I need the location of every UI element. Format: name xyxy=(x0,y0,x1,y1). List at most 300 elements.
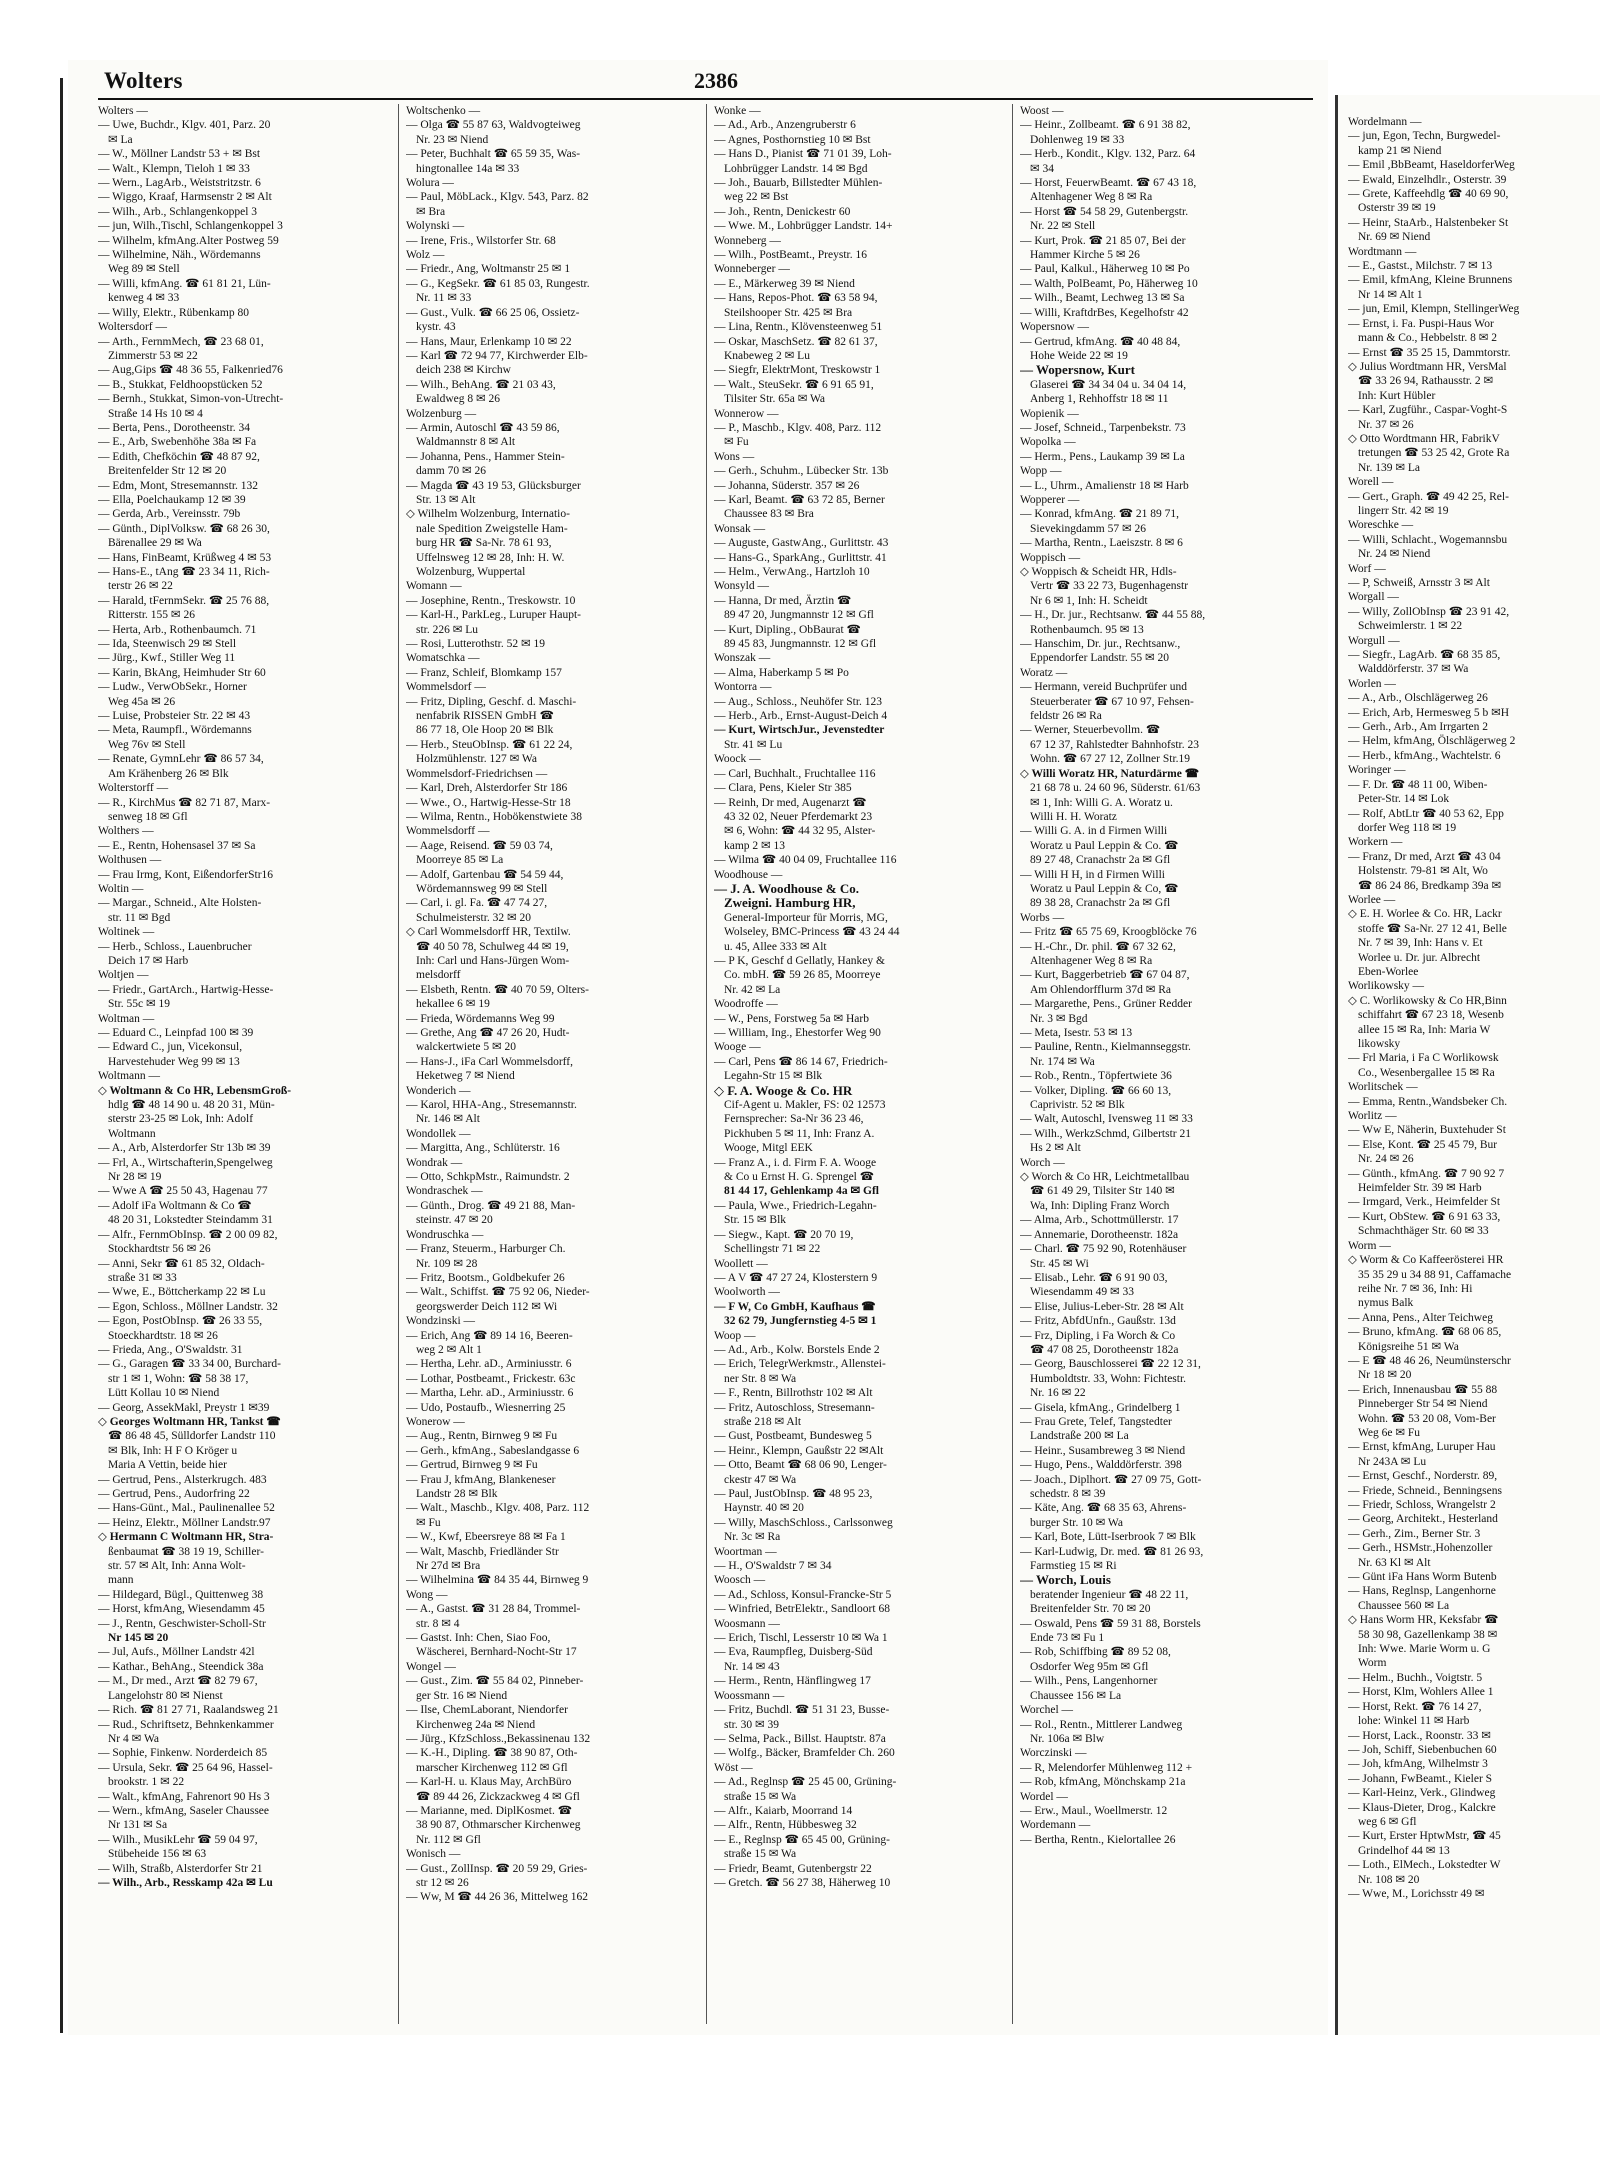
directory-entry: ◇ Woltmann & Co HR, LebensmGroß- xyxy=(98,1084,292,1097)
entry-continuation: Am Ohlendorfflurm 37d ✉ Ra xyxy=(1030,983,1172,996)
entry-continuation: Vertr ☎ 33 22 73, Bugenhagenstr xyxy=(1030,580,1189,593)
directory-entry: — Georg, Architekt., Hesterland xyxy=(1348,1513,1498,1526)
directory-entry: — Gust., Zim. ☎ 55 84 02, Pinneber- xyxy=(406,1675,584,1688)
directory-entry: — Helm., Buchh., Voigtstr. 5 xyxy=(1348,1671,1483,1684)
directory-entry: — Wwe. M., Lohbrügger Landstr. 14+ xyxy=(714,220,893,233)
directory-entry: — A., Gastst. ☎ 31 28 84, Trommel- xyxy=(406,1603,581,1616)
entry-continuation: Tilsiter Str. 65a ✉ Wa xyxy=(724,393,826,406)
entry-continuation: 89 47 20, Jungmannstr 12 ✉ Gfl xyxy=(724,609,874,622)
directory-entry: Worlikowsky — xyxy=(1348,980,1425,993)
entry-continuation: Nr 18 ✉ 20 xyxy=(1358,1369,1412,1382)
directory-entry: — Herm., Rentn, Hänflingweg 17 xyxy=(714,1675,871,1688)
directory-entry: Woosmann — xyxy=(714,1617,780,1630)
directory-entry: — Alfr., Kaiarb, Moorrand 14 xyxy=(714,1804,853,1817)
entry-continuation: 48 20 31, Lokstedter Steindamm 31 xyxy=(108,1214,273,1227)
entry-continuation: & Co u Ernst H. G. Sprengel ☎ xyxy=(724,1171,875,1184)
directory-entry: Woratz — xyxy=(1020,666,1068,679)
entry-continuation: Glaserei ☎ 34 34 04 u. 34 04 14, xyxy=(1030,378,1187,391)
directory-entry: Wonneberger — xyxy=(714,263,790,276)
directory-entry: Wordtmann — xyxy=(1348,245,1417,258)
directory-entry: — Agnes, Posthornstieg 10 ✉ Bst xyxy=(714,133,871,146)
entry-continuation: Am Krähenberg 26 ✉ Blk xyxy=(108,767,229,780)
directory-entry: — Erich, Tischl, Lesserstr 10 ✉ Wa 1 xyxy=(714,1632,888,1645)
entry-continuation: tretungen ☎ 53 25 42, Grote Ra xyxy=(1358,447,1510,460)
directory-entry: — Walt., Schiffst. ☎ 75 92 06, Nieder- xyxy=(406,1286,590,1299)
directory-entry: Woosch — xyxy=(714,1574,766,1587)
entry-continuation: ☎ 86 24 86, Bredkamp 39a ✉ xyxy=(1358,879,1502,892)
directory-entry: — Heinr., Klempn, Gaußstr 22 ✉Alt xyxy=(714,1444,884,1457)
directory-entry: — Frl, A., Wirtschafterin,Spengelweg xyxy=(98,1156,273,1169)
entry-continuation: georgswerder Deich 112 ✉ Wi xyxy=(416,1300,558,1313)
entry-continuation: kamp 2 ✉ 13 xyxy=(724,839,786,852)
directory-entry: — Gerh., HSMstr.,Hohenzoller xyxy=(1348,1542,1493,1555)
directory-entry: — Paul, Kalkul., Häherweg 10 ✉ Po xyxy=(1020,263,1190,276)
directory-entry: — Ww, M ☎ 44 26 36, Mittelweg 162 xyxy=(406,1891,589,1904)
entry-continuation: Wohn. ☎ 67 27 12, Zollner Str.19 xyxy=(1030,753,1191,766)
entry-continuation: Co., Wesenbergallee 15 ✉ Ra xyxy=(1358,1066,1495,1079)
entry-continuation: Nr. 139 ✉ La xyxy=(1358,461,1421,474)
entry-continuation: Königsreihe 51 ✉ Wa xyxy=(1358,1340,1459,1353)
entry-continuation: ☎ 47 08 25, Dorotheenstr 182a xyxy=(1030,1343,1179,1356)
entry-continuation: 89 38 28, Cranachstr 2a ✉ Gfl xyxy=(1030,897,1171,910)
directory-entry: — Alma, Haberkamp 5 ✉ Po xyxy=(714,666,849,679)
directory-entry: — Wilh., WerkzSchmd, Gilbertstr 21 xyxy=(1020,1127,1191,1140)
entry-continuation: Heketweg 7 ✉ Niend xyxy=(416,1070,515,1083)
directory-entry: — E., Rentn, Hohensasel 37 ✉ Sa xyxy=(98,839,256,852)
directory-entry: Woppisch — xyxy=(1020,551,1081,564)
directory-entry: — Charl. ☎ 75 92 90, Rotenhäuser xyxy=(1020,1243,1187,1256)
directory-entry: — Erich, Ang ☎ 89 14 16, Beeren- xyxy=(406,1329,573,1342)
directory-entry: — Bernh., Stukkat, Simon-von-Utrecht- xyxy=(98,393,284,406)
entry-continuation: Wolseley, BMC-Princess ☎ 43 24 44 xyxy=(724,926,900,939)
entry-continuation: allee 15 ✉ Ra, Inh: Maria W xyxy=(1358,1023,1491,1036)
directory-entry: — Johann, FwBeamt., Kieler S xyxy=(1348,1772,1493,1785)
directory-entry: — Gust., ZollInsp. ☎ 20 59 29, Gries- xyxy=(406,1862,588,1875)
entry-continuation: Wördemannsweg 99 ✉ Stell xyxy=(416,882,548,895)
directory-entry: Worchel — xyxy=(1020,1704,1074,1717)
directory-entry: — Olga ☎ 55 87 63, Waldvogteiweg xyxy=(406,119,581,132)
directory-entry: — Herb., kfmAng., Wachtelstr. 6 xyxy=(1348,749,1501,762)
directory-entry: — Walt., Klempn, Tieloh 1 ✉ 33 xyxy=(98,162,250,175)
directory-entry: — Erw., Maul., Woellmerstr. 12 xyxy=(1020,1804,1168,1817)
directory-entry: — Wwe, E., Böttcherkamp 22 ✉ Lu xyxy=(98,1286,266,1299)
entry-continuation: u. 45, Allee 333 ✉ Alt xyxy=(724,940,827,953)
entry-continuation: Nr. 37 ✉ 26 xyxy=(1358,418,1414,431)
directory-entry: — Gerda, Arb., Vereinsstr. 79b xyxy=(98,508,241,521)
entry-continuation: Worm xyxy=(1358,1657,1387,1670)
directory-entry: — Frau Irmg, Kont, EißendorferStr16 xyxy=(98,868,274,881)
entry-continuation: kystr. 43 xyxy=(416,321,456,334)
directory-entry: — M., Dr med., Arzt ☎ 82 79 67, xyxy=(98,1675,258,1688)
entry-continuation: brookstr. 1 ✉ 22 xyxy=(108,1776,185,1789)
directory-entry: — Lina, Rentn., Klövensteenweg 51 xyxy=(714,321,883,334)
directory-entry: Wooge — xyxy=(714,1041,761,1054)
directory-entry: — H., Dr. jur., Rechtsanw. ☎ 44 55 88, xyxy=(1020,609,1206,622)
directory-entry: Woltersdorf — xyxy=(98,321,168,334)
directory-entry: — Anni, Sekr ☎ 61 85 32, Oldach- xyxy=(98,1257,265,1270)
directory-entry: — Ewald, Einzelhdlr., Osterstr. 39 xyxy=(1348,173,1507,186)
entry-continuation: sterstr 23-25 ✉ Lok, Inh: Adolf xyxy=(108,1113,254,1126)
directory-entry: — Friedr, Beamt, Gutenbergstr 22 xyxy=(714,1862,872,1875)
entry-continuation: mann xyxy=(108,1574,134,1587)
directory-entry: Woodroffe — xyxy=(714,998,778,1011)
directory-entry: — Kurt, Baggerbetrieb ☎ 67 04 87, xyxy=(1020,969,1190,982)
directory-entry: — Jürg., Kwf., Stiller Weg 11 xyxy=(98,652,236,665)
entry-continuation: 21 68 78 u. 24 60 96, Süderstr. 61/63 xyxy=(1030,782,1201,795)
column-divider xyxy=(1012,104,1013,2024)
entry-continuation: Nr 27d ✉ Bra xyxy=(416,1560,481,1573)
entry-continuation: 43 32 02, Neuer Pferdemarkt 23 xyxy=(724,810,873,823)
directory-entry: Womatschka — xyxy=(406,652,480,665)
entry-continuation: str. 57 ✉ Alt, Inh: Anna Wolt- xyxy=(108,1560,246,1573)
entry-continuation: Schulmeisterstr. 32 ✉ 20 xyxy=(416,911,532,924)
entry-continuation: Nr. 63 Kl ✉ Alt xyxy=(1358,1556,1431,1569)
directory-entry: Wordemann — xyxy=(1020,1819,1091,1832)
entry-continuation: 38 90 87, Othmarscher Kirchenweg xyxy=(416,1819,581,1832)
directory-entry: — Erich, Innenausbau ☎ 55 88 xyxy=(1348,1383,1498,1396)
directory-entry: — Paul, JustObInsp. ☎ 48 95 23, xyxy=(714,1488,873,1500)
directory-entry: Wommelsdorf — xyxy=(406,681,486,694)
directory-entry: — H.-Chr., Dr. phil. ☎ 67 32 62, xyxy=(1020,940,1176,953)
entry-continuation: str 12 ✉ 26 xyxy=(416,1876,469,1889)
directory-entry: — Egon, PostObInsp. ☎ 26 33 55, xyxy=(98,1315,263,1328)
directory-entry: — Hans-J., iFa Carl Wommelsdorff, xyxy=(406,1055,573,1068)
directory-entry: — Walt., kfmAng, Fahrenort 90 Hs 3 xyxy=(98,1790,270,1803)
directory-entry: Wonisch — xyxy=(406,1848,461,1861)
directory-entry: Wondzinski — xyxy=(406,1315,476,1328)
entry-continuation: schedstr. 8 ✉ 39 xyxy=(1030,1488,1106,1500)
entry-continuation: Str. 41 ✉ Lu xyxy=(724,738,783,751)
entry-continuation: steinstr. 47 ✉ 20 xyxy=(416,1214,493,1227)
entry-continuation: Osterstr 39 ✉ 19 xyxy=(1358,202,1436,215)
directory-entry: ◇ Worm & Co Kaffeerösterei HR xyxy=(1348,1254,1504,1267)
directory-entry: — Luise, Probsteier Str. 22 ✉ 43 xyxy=(98,710,251,723)
entry-continuation: Legahn-Str 15 ✉ Blk xyxy=(724,1070,823,1083)
column-4 xyxy=(1020,104,1313,2024)
entry-continuation: Maria A Vettin, beide hier xyxy=(108,1459,227,1472)
directory-entry: — Aug., Rentn, Birnweg 9 ✉ Fu xyxy=(406,1430,558,1443)
directory-entry: Wopolka — xyxy=(1020,436,1076,449)
directory-entry: — Gerh., Schuhm., Lübecker Str. 13b xyxy=(714,465,889,478)
directory-entry: — Siegfr., LagArb. ☎ 68 35 85, xyxy=(1348,649,1501,662)
entry-continuation: ger Str. 16 ✉ Niend xyxy=(416,1689,508,1702)
directory-entry: — E., Arb, Swebenhöhe 38a ✉ Fa xyxy=(98,436,257,449)
directory-columns xyxy=(98,104,1313,2024)
directory-entry: — Horst, kfmAng, Wiesendamm 45 xyxy=(98,1603,265,1616)
directory-entry: — Käte, Ang. ☎ 68 35 63, Ahrens- xyxy=(1020,1502,1187,1515)
directory-entry: — Frieda, Ang., O'Swaldstr. 31 xyxy=(98,1343,243,1356)
directory-entry: Wondruschka — xyxy=(406,1228,484,1241)
directory-entry: Wonderich — xyxy=(406,1084,471,1097)
entry-continuation: Pickhuben 5 ✉ 11, Inh: Franz A. xyxy=(724,1127,875,1140)
directory-entry: — G., Garagen ☎ 33 34 00, Burchard- xyxy=(98,1358,281,1371)
directory-entry: — Ursula, Sekr. ☎ 25 64 96, Hassel- xyxy=(98,1761,273,1774)
directory-entry: — Wilh., Pens, Langenhorner xyxy=(1020,1675,1158,1688)
directory-entry: — E., Gastst., Milchstr. 7 ✉ 13 xyxy=(1348,260,1493,273)
entry-continuation: Nr. 3 ✉ Bgd xyxy=(1030,1012,1088,1025)
entry-continuation: Lohbrügger Landstr. 14 ✉ Bgd xyxy=(724,162,868,175)
entry-continuation: Eppendorfer Landstr. 55 ✉ 20 xyxy=(1030,652,1169,665)
directory-entry: — Rob, Schiffbing ☎ 89 52 08, xyxy=(1020,1646,1171,1659)
entry-continuation: Kirchenweg 24a ✉ Niend xyxy=(416,1718,536,1731)
directory-entry: — Heinz, Elektr., Möllner Landstr.97 xyxy=(98,1516,271,1529)
directory-entry: — Horst, Lack., Roonstr. 33 ✉ xyxy=(1348,1729,1491,1742)
directory-entry: Wonnerow — xyxy=(714,407,779,420)
directory-entry: — F., Rentn, Billrothstr 102 ✉ Alt xyxy=(714,1387,873,1400)
directory-entry: — Fritz, Autoschloss, Stresemann- xyxy=(714,1401,875,1414)
column-1 xyxy=(98,104,390,2024)
directory-entry: — Wilma, Rentn., Hobökenstwiete 38 xyxy=(406,810,582,823)
directory-entry: — Wwe, M., Lorichsstr 49 ✉ xyxy=(1348,1887,1485,1900)
entry-continuation: Landstraße 200 ✉ La xyxy=(1030,1430,1129,1443)
directory-entry: Woollett — xyxy=(714,1257,768,1270)
directory-entry: — Wilh., BehAng. ☎ 21 03 43, xyxy=(406,378,556,391)
directory-entry: — Oswald, Pens ☎ 59 31 88, Borstels xyxy=(1020,1617,1201,1630)
entry-continuation: Str. 45 ✉ Wi xyxy=(1030,1257,1089,1270)
directory-entry: — Hans-E., tAng ☎ 23 34 11, Rich- xyxy=(98,566,270,578)
directory-entry: Worgull — xyxy=(1348,634,1400,647)
directory-entry: Worlen — xyxy=(1348,677,1396,690)
entry-continuation: Schmachthäger Str. 60 ✉ 33 xyxy=(1358,1225,1489,1238)
entry-continuation: Eben-Worlee xyxy=(1358,965,1419,978)
entry-continuation: Nr. 109 ✉ 28 xyxy=(416,1257,478,1270)
directory-entry: — Wilh., PostBeamt., Preystr. 16 xyxy=(714,249,867,262)
directory-entry: — Karin, BkAng, Heimhuder Str 60 xyxy=(98,666,266,679)
directory-entry: — Konrad, kfmAng. ☎ 21 89 71, xyxy=(1020,508,1180,521)
directory-entry: — Edward C., jun, Vicekonsul, xyxy=(98,1041,243,1054)
entry-continuation: nenfabrik RISSEN GmbH ☎ xyxy=(416,710,554,723)
directory-entry: — Rol., Rentn., Mittlerer Landweg xyxy=(1020,1718,1183,1731)
directory-entry: — Walt, Autoschl, Ivensweg 11 ✉ 33 xyxy=(1020,1113,1193,1126)
directory-entry: — Udo, Postaufb., Wiesnerring 25 xyxy=(406,1401,566,1414)
entry-continuation: Caprivistr. 52 ✉ Blk xyxy=(1030,1099,1125,1112)
directory-entry: ◇ Wilhelm Wolzenburg, Internatio- xyxy=(406,508,570,521)
directory-entry: — Hertha, Lehr. aD., Arminiusstr. 6 xyxy=(406,1358,572,1371)
directory-entry: — Josephine, Rentn., Treskowstr. 10 xyxy=(406,594,576,607)
directory-entry: — Irene, Fris., Wilstorfer Str. 68 xyxy=(406,234,556,247)
entry-continuation: Straße 14 Hs 10 ✉ 4 xyxy=(108,407,203,420)
directory-entry: — F W, Co GmbH, Kaufhaus ☎ xyxy=(714,1300,876,1313)
entry-continuation: Steuerberater ☎ 67 10 97, Fehsen- xyxy=(1030,695,1194,708)
directory-entry: — Hugo, Pens., Walddörferstr. 398 xyxy=(1020,1459,1182,1472)
directory-entry: — Gerh., Arb., Am Irrgarten 2 xyxy=(1348,721,1488,734)
entry-continuation: ☎ 40 50 78, Schulweg 44 ✉ 19, xyxy=(416,940,569,953)
entry-continuation: Hs 2 ✉ Alt xyxy=(1030,1142,1081,1155)
entry-continuation: Nr. 174 ✉ Wa xyxy=(1030,1055,1095,1068)
directory-entry: Woltjen — xyxy=(98,969,149,982)
directory-entry: — Heinr., Zollbeamt. ☎ 6 91 38 82, xyxy=(1020,119,1191,132)
entry-continuation: Schweimlerstr. 1 ✉ 22 xyxy=(1358,620,1463,633)
directory-entry: — Paul, MöbLack., Klgv. 543, Parz. 82 xyxy=(406,191,589,204)
entry-continuation: Nr. 24 ✉ Niend xyxy=(1358,548,1431,561)
directory-entry: Woodhouse — xyxy=(714,868,783,881)
directory-entry: — Wolfg., Bäcker, Bramfelder Ch. 260 xyxy=(714,1747,895,1760)
directory-entry: Wopp — xyxy=(1020,465,1062,478)
directory-entry: — J. A. Woodhouse & Co. xyxy=(714,881,859,896)
directory-entry: — Fritz, AbfdUnfn., Gaußstr. 13d xyxy=(1020,1315,1176,1328)
directory-entry: — Georg, Bauschlosserei ☎ 22 12 31, xyxy=(1020,1358,1201,1371)
entry-continuation: melsdorff xyxy=(416,969,461,982)
entry-continuation: 32 62 79, Jungfernstieg 4-5 ✉ 1 xyxy=(724,1315,877,1328)
directory-entry: — Johanna, Pens., Hammer Stein- xyxy=(406,450,565,463)
entry-continuation: Cif-Agent u. Makler, FS: 02 12573 xyxy=(724,1099,886,1112)
directory-entry: — Heinr, StaArb., Halstenbeker St xyxy=(1348,216,1509,229)
entry-continuation: Weg 45a ✉ 26 xyxy=(108,695,176,708)
entry-continuation: Woltmann xyxy=(108,1127,156,1140)
directory-entry: — Joh., Bauarb, Billstedter Mühlen- xyxy=(714,177,883,190)
directory-entry: — Anna, Pens., Alter Teichweg xyxy=(1348,1311,1493,1324)
entry-continuation: stoffe ☎ Sa-Nr. 27 12 41, Belle xyxy=(1358,922,1507,935)
entry-continuation: Pinneberger Str 54 ✉ Niend xyxy=(1358,1398,1488,1411)
facing-page-column xyxy=(1348,115,1600,1901)
directory-entry: — Ernst, Geschf., Norderstr. 89, xyxy=(1348,1470,1498,1483)
directory-entry: — Kurt, WirtschJur., Jevenstedter xyxy=(714,724,885,737)
directory-entry: — Alfr., FernmObInsp. ☎ 2 00 09 82, xyxy=(98,1228,278,1241)
directory-entry: — E., Märkerweg 39 ✉ Niend xyxy=(714,277,855,290)
entry-continuation: Landstr 28 ✉ Blk xyxy=(416,1488,498,1500)
directory-entry: — Willi H H, in d Firmen Willi xyxy=(1020,868,1165,881)
directory-entry: — Fritz, Dipling, Geschf. d. Maschi- xyxy=(406,695,577,708)
entry-continuation: 89 45 83, Jungmannstr. 12 ✉ Gfl xyxy=(724,638,877,651)
entry-continuation: beratender Ingenieur ☎ 48 22 11, xyxy=(1030,1588,1189,1601)
directory-entry: Woltin — xyxy=(98,882,144,895)
directory-entry: — Bruno, kfmAng. ☎ 68 06 85, xyxy=(1348,1326,1502,1339)
entry-continuation: likowsky xyxy=(1358,1038,1401,1050)
directory-entry: — Worch, Louis xyxy=(1020,1573,1111,1588)
entry-continuation: straße 218 ✉ Alt xyxy=(724,1415,802,1428)
directory-entry: — jun, Emil, Klempn, StellingerWeg xyxy=(1348,303,1520,316)
entry-continuation: kamp 21 ✉ Niend xyxy=(1358,144,1442,157)
directory-entry: — Erich, Arb, Hermesweg 5 b ✉H xyxy=(1348,706,1510,719)
directory-entry: — Reinh, Dr med, Augenarzt ☎ xyxy=(714,796,867,809)
directory-entry: — Meta, Raumpfl., Wördemanns xyxy=(98,724,252,737)
directory-entry: — Werner, Steuerbevollm. ☎ xyxy=(1020,724,1161,737)
directory-entry: — Elisab., Lehr. ☎ 6 91 90 03, xyxy=(1020,1271,1168,1284)
directory-entry: — Margarethe, Pens., Grüner Redder xyxy=(1020,998,1192,1011)
directory-entry: — P K, Geschf d Gellatly, Hankey & xyxy=(714,954,885,967)
directory-entry: — Margitta, Ang., Schlüterstr. 16 xyxy=(406,1142,560,1155)
directory-entry: — Selma, Pack., Billst. Hauptstr. 87a xyxy=(714,1732,886,1745)
directory-entry: Woop — xyxy=(714,1329,756,1342)
entry-continuation: Deich 17 ✉ Harb xyxy=(108,954,189,967)
directory-entry: — Fritz, Buchdl. ☎ 51 31 23, Busse- xyxy=(714,1704,890,1717)
entry-continuation: Nr 131 ✉ Sa xyxy=(108,1819,168,1832)
directory-entry: Wolura — xyxy=(406,177,454,190)
directory-entry: — Gert., Graph. ☎ 49 42 25, Rel- xyxy=(1348,490,1509,503)
entry-continuation: damm 70 ✉ 26 xyxy=(416,465,487,478)
entry-continuation: Nr 243A ✉ Lu xyxy=(1358,1455,1427,1468)
directory-entry: — R., KirchMus ☎ 82 71 87, Marx- xyxy=(98,796,271,809)
entry-continuation: Nr. 108 ✉ 20 xyxy=(1358,1873,1420,1886)
directory-entry: — J., Rentn, Geschwister-Scholl-Str xyxy=(98,1617,266,1630)
directory-entry: Worczinski — xyxy=(1020,1747,1087,1760)
directory-entry: — Magda ☎ 43 19 53, Glücksburger xyxy=(406,479,581,492)
directory-entry: — Hans-Günt., Mal., Paulinenallee 52 xyxy=(98,1502,275,1515)
directory-entry: — Aug,Gips ☎ 48 36 55, Falkenried76 xyxy=(98,364,283,377)
entry-continuation: Bärenallee 29 ✉ Wa xyxy=(108,537,202,550)
directory-entry: Wolthers — xyxy=(98,825,154,838)
directory-entry: Worm — xyxy=(1348,1239,1391,1252)
directory-entry: — Wern., kfmAng, Saseler Chaussee xyxy=(98,1804,270,1817)
directory-entry: — Karl, Zugführ., Caspar-Voght-S xyxy=(1348,404,1508,417)
directory-entry: — Willy, MaschSchloss., Carlssonweg xyxy=(714,1516,893,1529)
directory-entry: — Rich. ☎ 81 27 71, Raalandsweg 21 xyxy=(98,1704,279,1717)
entry-continuation: Inh: Carl und Hans-Jürgen Wom- xyxy=(416,954,570,967)
entry-continuation: weg 22 ✉ Bst xyxy=(724,191,789,204)
directory-entry: — Karl, Bote, Lütt-Iserbrook 7 ✉ Blk xyxy=(1020,1531,1196,1544)
entry-continuation: Wohn. ☎ 53 20 08, Vom-Ber xyxy=(1358,1412,1496,1425)
entry-continuation: str. 30 ✉ 39 xyxy=(724,1718,780,1731)
directory-entry: Worch — xyxy=(1020,1156,1065,1169)
entry-continuation: terstr 26 ✉ 22 xyxy=(108,580,173,593)
directory-entry: — Karl ☎ 72 94 77, Kirchwerder Elb- xyxy=(406,349,588,362)
directory-entry: Wolters — xyxy=(98,105,148,117)
entry-continuation: Nr. 112 ✉ Gfl xyxy=(416,1833,481,1846)
directory-entry: — Frl Maria, i Fa C Worlikowsk xyxy=(1348,1052,1499,1065)
entry-continuation: Rothenbaumch. 95 ✉ 13 xyxy=(1030,623,1144,636)
directory-entry: — Willy, ZollObInsp ☎ 23 91 42, xyxy=(1348,605,1510,618)
directory-entry: Wons — xyxy=(714,450,755,463)
entry-continuation: 81 44 17, Gehlenkamp 4a ✉ Gfl xyxy=(724,1185,879,1198)
entry-continuation: Anberg 1, Rehhoffstr 18 ✉ 11 xyxy=(1030,393,1169,406)
directory-entry: — Sophie, Finkenw. Norderdeich 85 xyxy=(98,1747,268,1760)
running-head: Wolters xyxy=(104,68,183,93)
directory-entry: — Friedr., Ang, Woltmanstr 25 ✉ 1 xyxy=(406,263,571,276)
entry-continuation: lingerr Str. 42 ✉ 19 xyxy=(1358,504,1449,517)
entry-continuation: Knabeweg 2 ✉ Lu xyxy=(724,349,810,362)
directory-entry: — Carl, Buchhalt., Fruchtallee 116 xyxy=(714,767,876,780)
directory-entry: — K.-H., Dipling. ☎ 38 90 87, Oth- xyxy=(406,1747,578,1760)
directory-entry: — Frz, Dipling, i Fa Worch & Co xyxy=(1020,1329,1176,1342)
directory-entry: — A., Arb, Alsterdorfer Str 13b ✉ 39 xyxy=(98,1142,271,1155)
directory-entry: — Wwe., O., Hartwig-Hesse-Str 18 xyxy=(406,796,571,809)
directory-entry: — Helm., VerwAng., Hartzloh 10 xyxy=(714,566,870,578)
directory-entry: — Hermann, vereid Buchprüfer und xyxy=(1020,681,1188,694)
directory-entry: — Wilh., Beamt, Lechweg 13 ✉ Sa xyxy=(1020,292,1185,305)
directory-entry: — Loth., ElMech., Lokstedter W xyxy=(1348,1859,1501,1872)
directory-entry: — Ernst, i. Fa. Puspi-Haus Wor xyxy=(1348,317,1494,330)
entry-continuation: Nr. 11 ✉ 33 xyxy=(416,292,472,305)
directory-entry: — Karol, HHA-Ang., Stresemannstr. xyxy=(406,1099,577,1112)
directory-entry: — Alfr., Rentn, Hübbesweg 32 xyxy=(714,1819,857,1832)
entry-continuation: Holzmühlenstr. 127 ✉ Wa xyxy=(416,753,537,766)
entry-continuation: Chaussee 83 ✉ Bra xyxy=(724,508,814,521)
directory-entry: ◇ Hans Worm HR, Keksfabr ☎ xyxy=(1348,1614,1499,1627)
directory-entry: — Karl-Heinz, Verk., Glindweg xyxy=(1348,1787,1496,1800)
entry-continuation: Stübeheide 156 ✉ 63 xyxy=(108,1848,207,1861)
directory-entry: — Wiggo, Kraaf, Harmsenstr 2 ✉ Alt xyxy=(98,191,272,204)
directory-entry: — Herb., SteuObInsp. ☎ 61 22 24, xyxy=(406,738,573,751)
book-spine-edge xyxy=(60,78,63,2033)
entry-continuation: Nr 14 ✉ Alt 1 xyxy=(1358,288,1423,301)
entry-continuation: str. 226 ✉ Lu xyxy=(416,623,479,636)
directory-entry: — H., O'Swaldstr 7 ✉ 34 xyxy=(714,1560,832,1573)
entry-continuation: Wäscherei, Bernhard-Nocht-Str 17 xyxy=(416,1646,577,1659)
directory-entry: — Eduard C., Leinpfad 100 ✉ 39 xyxy=(98,1027,254,1039)
entry-continuation: 35 35 29 u 34 88 91, Caffamache xyxy=(1358,1268,1512,1281)
directory-entry: — Kurt, Erster HptwMstr, ☎ 45 xyxy=(1348,1830,1501,1843)
directory-entry: — Otto, SchkpMstr., Raimundstr. 2 xyxy=(406,1171,570,1184)
directory-entry: — Horst, Klm, Wohlers Allee 1 xyxy=(1348,1686,1494,1699)
directory-entry: — Alma, Arb., Schottmüllerstr. 17 xyxy=(1020,1214,1179,1227)
entry-continuation: Str. 13 ✉ Alt xyxy=(416,493,476,506)
directory-entry: — Frau J, kfmAng, Blankeneser xyxy=(406,1473,556,1486)
directory-entry: — Annemarie, Dorotheenstr. 182a xyxy=(1020,1228,1179,1241)
entry-continuation: marscher Kirchenweg 112 ✉ Gfl xyxy=(416,1761,568,1774)
entry-continuation: Steilshooper Str. 425 ✉ Bra xyxy=(724,306,853,319)
entry-continuation: hekallee 6 ✉ 19 xyxy=(416,998,490,1011)
directory-entry: — Berta, Pens., Dorotheenstr. 34 xyxy=(98,421,251,434)
